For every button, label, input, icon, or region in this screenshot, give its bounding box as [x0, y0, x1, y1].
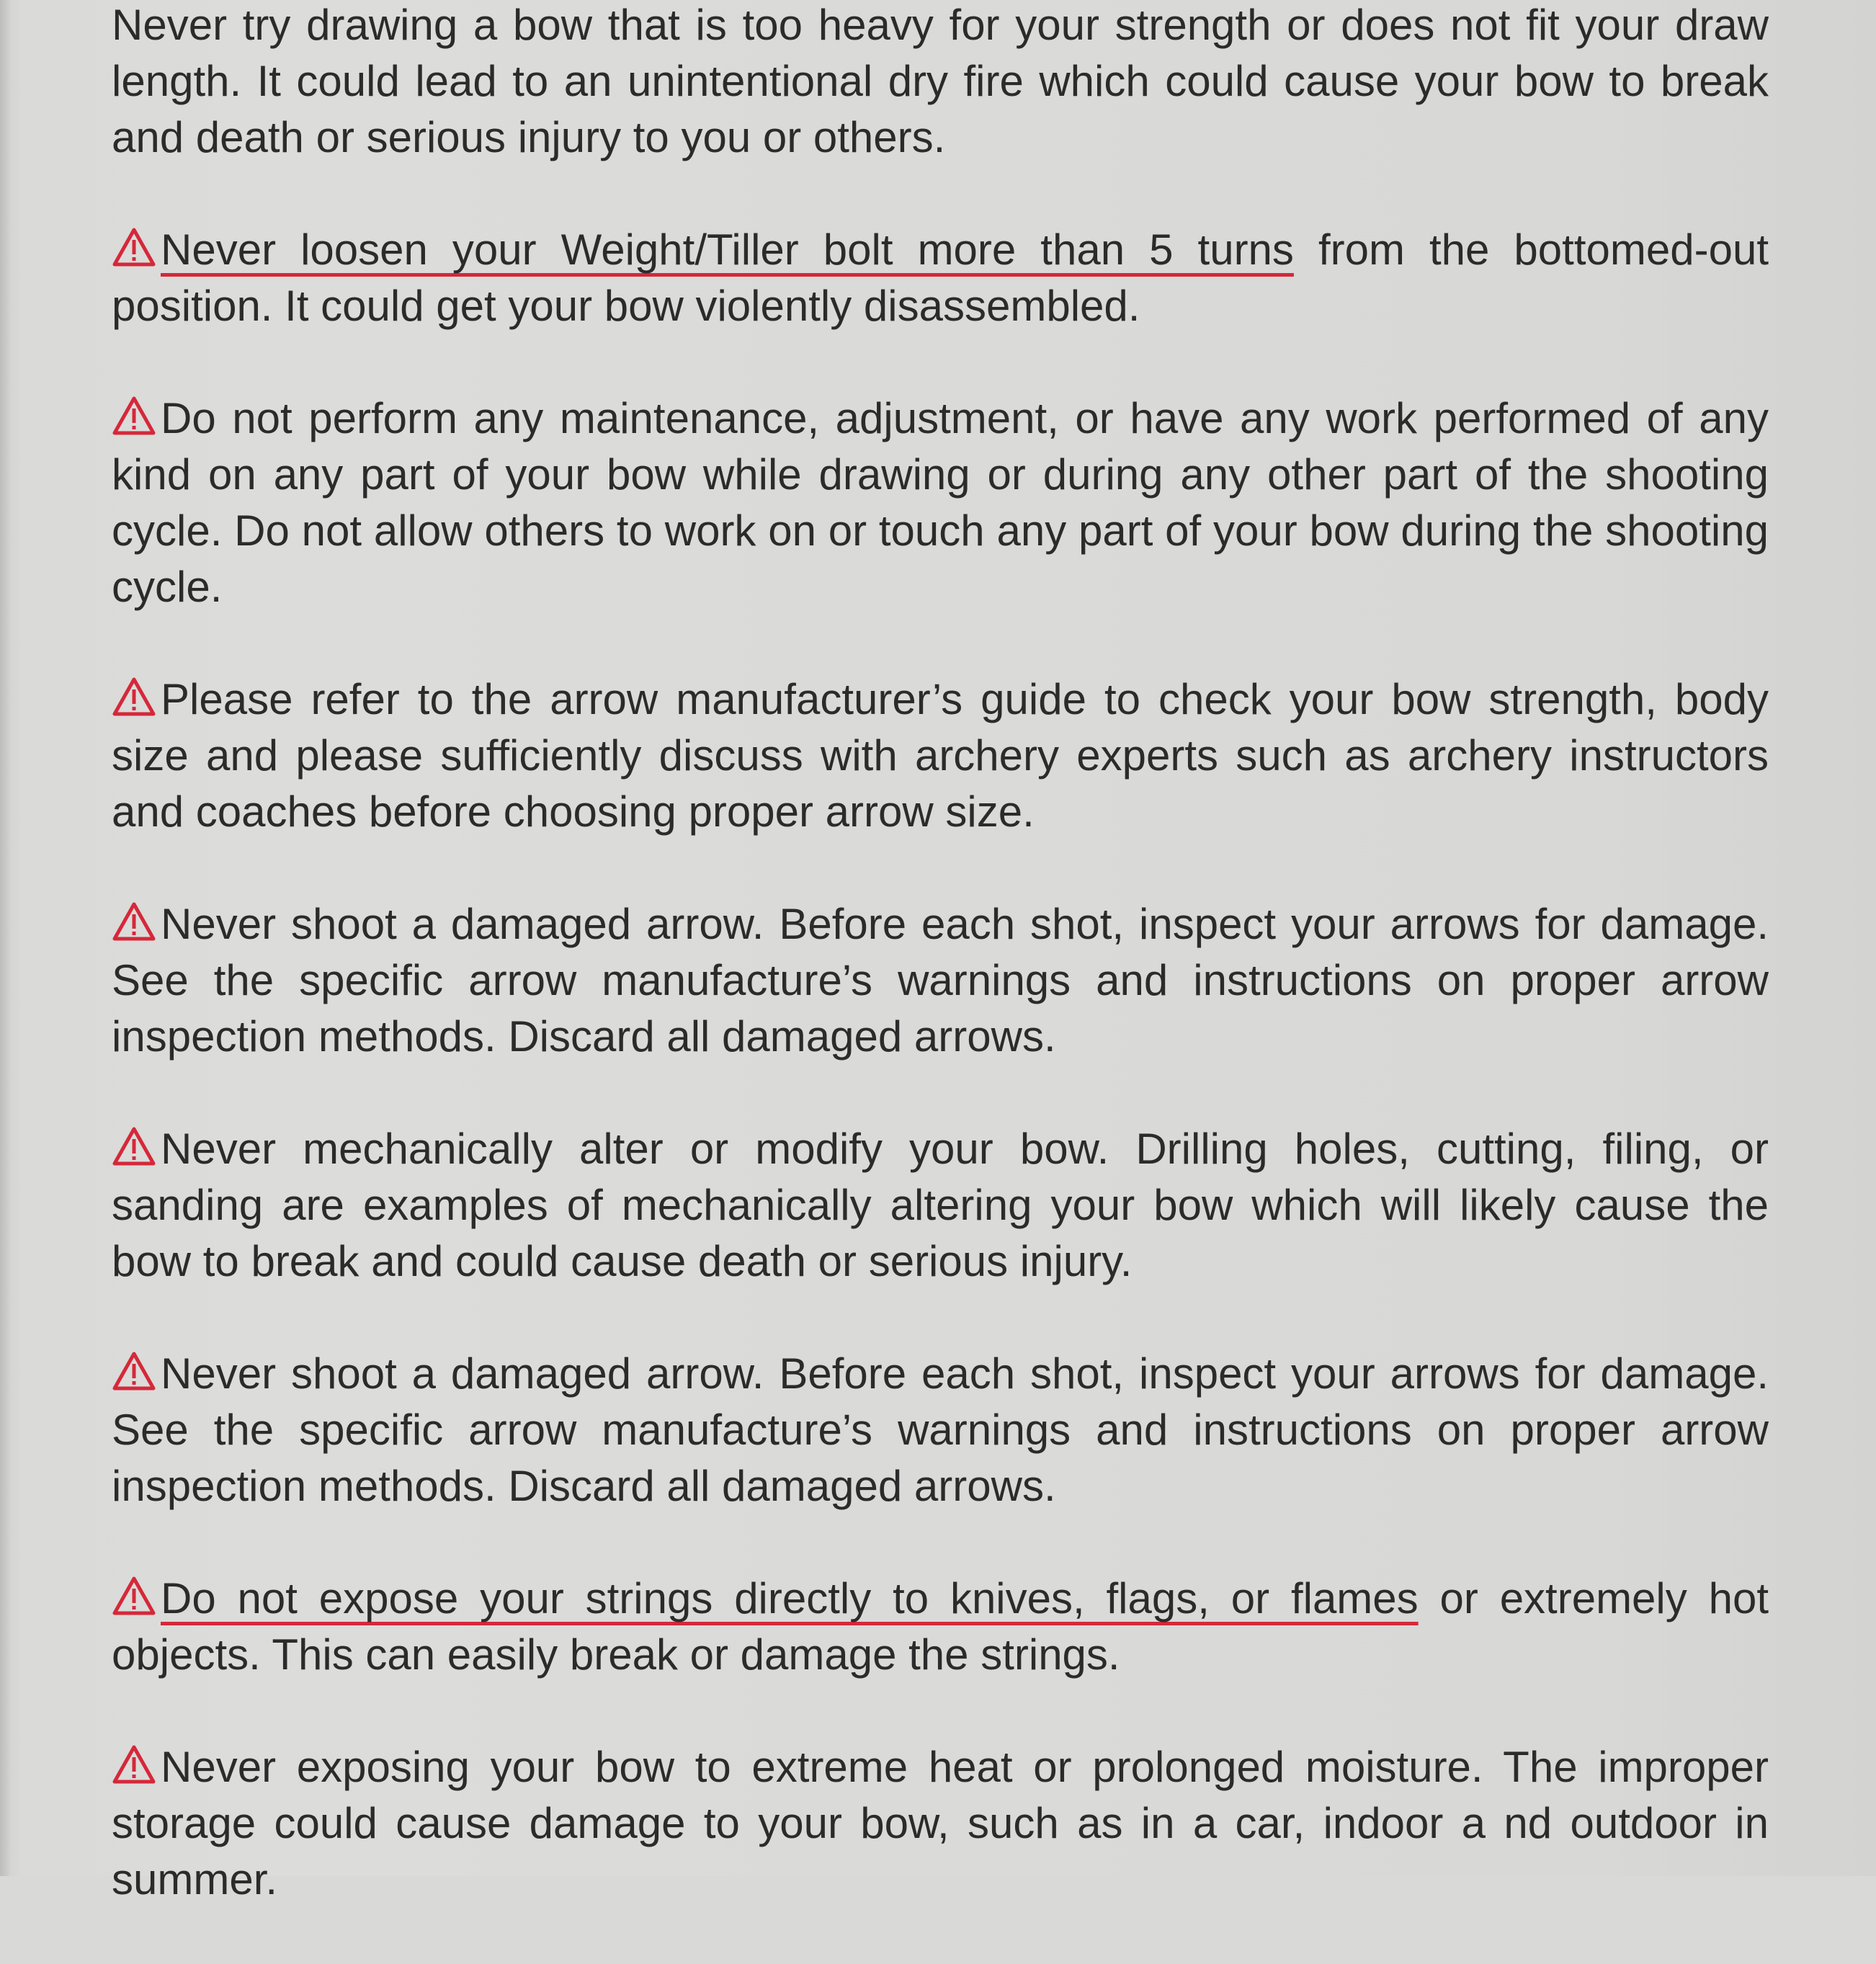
warning-paragraph-9 [112, 1739, 1769, 1908]
paragraph-2-text: from the bottomed-out position. It could get your bow violently disassembled. [112, 226, 1769, 330]
paragraph-1-text: Never try drawing a bow that is too heavy for your strength or does not fit your draw length. It could lead to an unintentional dry fire which could cause your bow to break and death or serious injury to you or others. [112, 1, 1769, 161]
warning-paragraph-7 [112, 1346, 1769, 1514]
warning-paragraph-2 [112, 222, 1769, 334]
warning-triangle-icon [112, 227, 156, 267]
warning-triangle-icon [112, 396, 156, 436]
warning-paragraph-4 [112, 671, 1769, 840]
paragraph-8-underlined-text: Do not expose your strings directly to knives, flags, or flames [161, 1574, 1419, 1622]
warning-paragraph-6 [112, 1121, 1769, 1290]
warning-triangle-icon [112, 1126, 156, 1166]
warning-triangle-icon [112, 1351, 156, 1391]
warning-paragraph-1 [112, 0, 1769, 166]
warning-triangle-icon [112, 901, 156, 942]
warning-paragraph-5 [112, 896, 1769, 1065]
paragraph-6-text: Never mechanically alter or modify your bow. Drilling holes, cutting, filing, or sanding are examples of mechanically altering your bow which will likely cause the bow to break and could cause death or serious injury. [112, 1125, 1769, 1285]
paragraph-4-text: Please refer to the arrow manufacturer’s guide to check your bow strength, body size and please sufficiently discuss with archery experts such as archery instructors and coaches before choosing proper arrow size. [112, 675, 1769, 836]
paragraph-2-underlined-text: Never loosen your Weight/Tiller bolt more than 5 turns [161, 226, 1294, 274]
paragraph-9-text: Never exposing your bow to extreme heat or prolonged moisture. The improper storage could cause damage to your bow, such as in a car, indoor a nd outdoor in summer. [112, 1743, 1769, 1903]
page-edge [0, 0, 10, 1876]
paragraph-3-text: Do not perform any maintenance, adjustment, or have any work performed of any kind on any part of your bow while drawing or during any other part of the shooting cycle. Do not allow others to work on or touch any part of your bow during the shooting cycle. [112, 394, 1769, 611]
warning-triangle-icon [112, 1744, 156, 1785]
warnings-list [112, 0, 1769, 1964]
paragraph-7-text: Never shoot a damaged arrow. Before each shot, inspect your arrows for damage. See the specific arrow manufacture’s warnings and instructions on proper arrow inspection methods. Discard all damaged arrows. [112, 1349, 1769, 1510]
paragraph-5-text: Never shoot a damaged arrow. Before each shot, inspect your arrows for damage. See the specific arrow manufacture’s warnings and instructions on proper arrow inspection methods. Discard all damaged arrows. [112, 900, 1769, 1061]
paragraph-8-text: or extremely hot objects. This can easily break or damage the strings. [112, 1574, 1769, 1679]
warning-triangle-icon [112, 677, 156, 717]
warning-triangle-icon [112, 1576, 156, 1616]
warning-paragraph-8 [112, 1571, 1769, 1683]
warning-paragraph-3 [112, 390, 1769, 615]
